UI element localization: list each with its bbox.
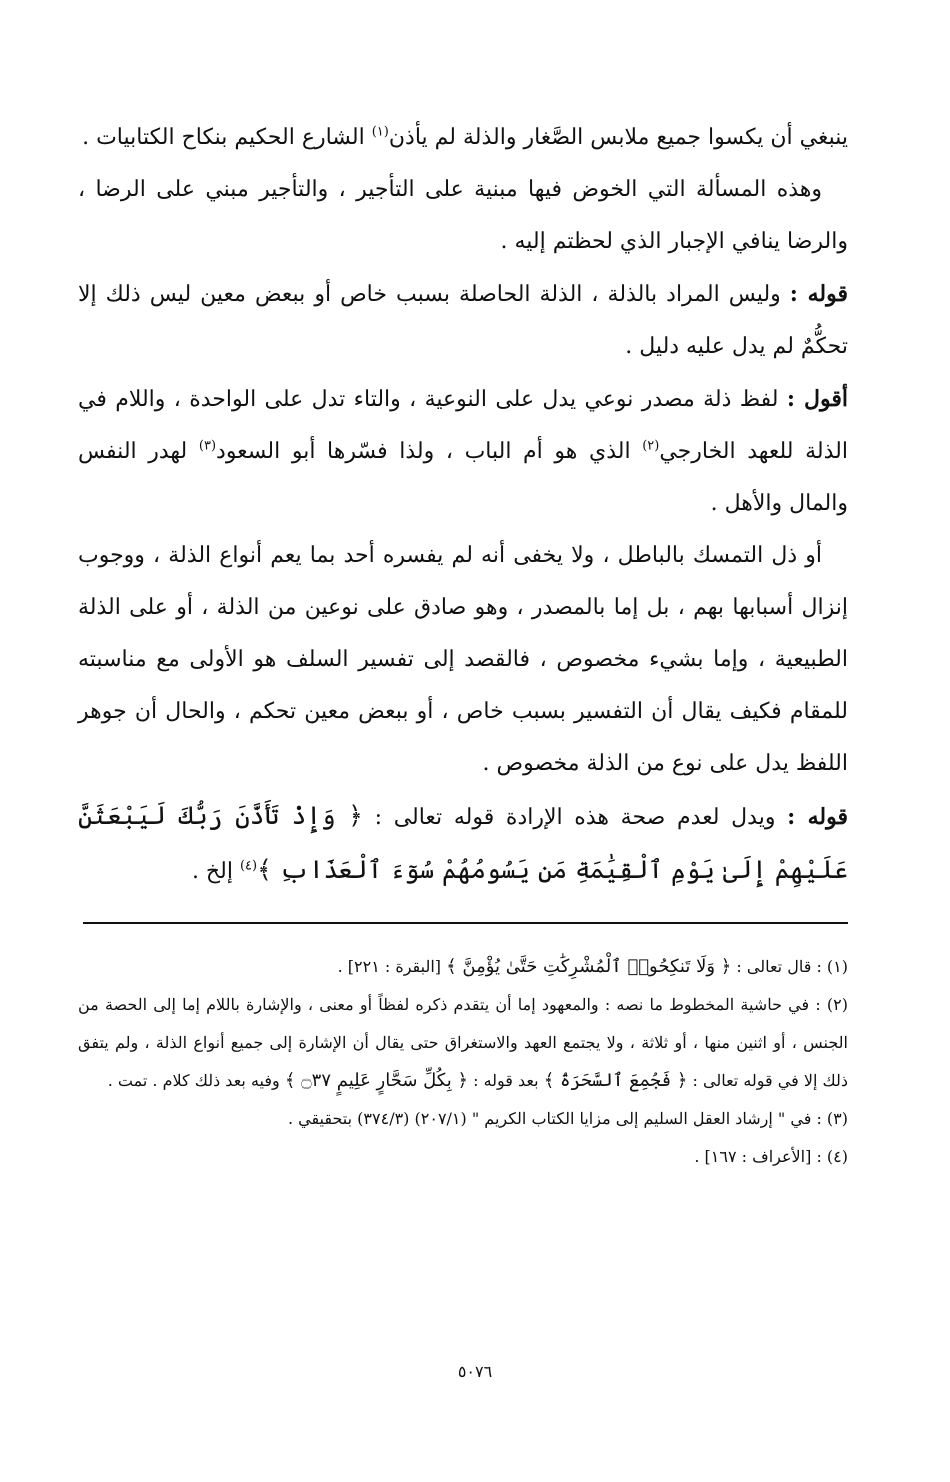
footnote-1-text-a: قال تعالى : <box>731 957 817 976</box>
paragraph-4-lead: أقول : <box>786 386 848 412</box>
footnote-2-text-a: في حاشية المخطوط ما نصه : والمعهود إما أن يتقدم ذكره لفظاً أو معنى ، والإشارة باللام إما إلى الحصة من الجنس ، أو اثنين منها ، أو ثلاثة ، ولا يجتمع العهد والاستغراق حتى يقال أن الإشارة إلى جميع أنواع الذلة ، ولم يتفق ذلك إلا في قوله تعالى : <box>78 995 849 1090</box>
footnote-ref-2: (٢) <box>642 438 660 454</box>
paragraph-6-text-a: ويدل لعدم صحة هذه الإرادة قوله تعالى : <box>362 805 788 830</box>
paragraph-1 <box>78 112 848 164</box>
paragraph-3-lead: قوله : <box>789 281 848 307</box>
footnote-1-number: (١) : <box>816 957 848 976</box>
footnote-1-quran: ﴿ وَلَا تَنكِحُوا۟ ٱلْمُشْرِكَٰتِ حَتَّىٰ يُؤْمِنَّ ﴾ <box>446 956 732 977</box>
footnote-2-quran-1: ﴿ فَجُمِعَ ٱلسَّحَرَةُ ﴾ <box>543 1070 688 1091</box>
paragraph-2: وهذه المسألة التي الخوض فيها مبنية على التأجير ، والتأجير مبني على الرضا ، والرضا ينافي الإجبار الذي لحظتم إليه . <box>78 177 848 254</box>
footnote-ref-3: (٣) <box>198 438 217 454</box>
paragraph-4-text-a: لفظ ذلة مصدر نوعي يدل على النوعية ، والتاء تدل على الواحدة ، واللام في الذلة للعهد الخارجي <box>78 387 848 464</box>
footnote-2-number: (٢) : <box>815 995 848 1014</box>
footnote-2-text-c: وفيه بعد ذلك كلام . تمت . <box>107 1071 285 1090</box>
footnote-1-text-b: [البقرة : ٢٢١] . <box>337 957 447 976</box>
footnote-1 <box>78 948 848 986</box>
footnote-separator <box>83 922 848 924</box>
paragraph-6 <box>78 790 848 898</box>
paragraph-4-text-c: لهدر النفس والمال والأهل . <box>78 439 848 516</box>
footnote-3-number: (٣) : <box>816 1109 848 1128</box>
paragraph-6-text-b: إلخ . <box>191 859 240 884</box>
quran-verse: ﴿ وَإِذْ تَأَذَّنَ رَبُّكَ لَيَبْعَثَنَّ عَلَيْهِمْ إِلَىٰ يَوْمِ ٱلْقِيَٰمَةِ مَن يَسُومُهُمْ سُوٓءَ ٱلْعَذَابِ ﴾ <box>78 801 848 884</box>
page-number: ٥٠٧٦ <box>457 1362 493 1381</box>
main-text <box>78 112 848 898</box>
paragraph-1-text: ينبغي أن يكسوا جميع ملابس الصَّغار والذلة لم يأذن <box>388 125 848 150</box>
paragraph-3 <box>78 268 848 373</box>
paragraph-6-lead: قوله : <box>787 804 849 830</box>
footnote-3 <box>78 1100 848 1138</box>
paragraph-1-text-rest: الشارع الحكيم بنكاح الكتابيات . <box>82 125 372 150</box>
footnotes <box>78 948 848 1176</box>
footnote-4 <box>78 1138 848 1176</box>
footnote-4-number: (٤) : <box>816 1147 848 1166</box>
footnote-2-text-b: بعد قوله : <box>468 1071 544 1090</box>
paragraph-5: أو ذل التمسك بالباطل ، ولا يخفى أنه لم يفسره أحد بما يعم أنواع الذلة ، ووجوب إنزال أسبابها بهم ، بل إما بالمصدر ، وهو صادق على نوعين من الذلة ، أو على الذلة الطبيعية ، وإما بشيء مخصوص ، فالقصد إلى تفسير السلف هو الأولى مع مناسبته للمقام فكيف يقال أن التفسير بسبب خاص ، أو ببعض معين تحكم ، والحال أن جوهر اللفظ يدل على نوع من الذلة مخصوص . <box>78 543 848 776</box>
paragraph-4 <box>78 373 848 530</box>
paragraph-4-text-b: الذي هو أم الباب ، ولذا فسّرها أبو السعود <box>216 439 643 464</box>
footnote-ref-1: (١) <box>371 124 389 140</box>
footnote-4-text: [الأعراف : ١٦٧] . <box>694 1147 817 1166</box>
paragraph-3-text: وليس المراد بالذلة ، الذلة الحاصلة بسبب خاص أو ببعض معين ليس ذلك إلا تحكُّمٌ لم يدل عليه دليل . <box>78 282 848 359</box>
footnote-3-text: في " إرشاد العقل السليم إلى مزايا الكتاب الكريم " (٢٠٧/١) (٣٧٤/٣) بتحقيقي . <box>287 1109 817 1128</box>
footnote-2 <box>78 986 848 1100</box>
footnote-ref-4: (٤) <box>239 858 258 874</box>
footnote-2-quran-2: ﴿ بِكُلِّ سَحَّارٍ عَلِيمٍ ۝٣٧ ﴾ <box>284 1070 469 1091</box>
